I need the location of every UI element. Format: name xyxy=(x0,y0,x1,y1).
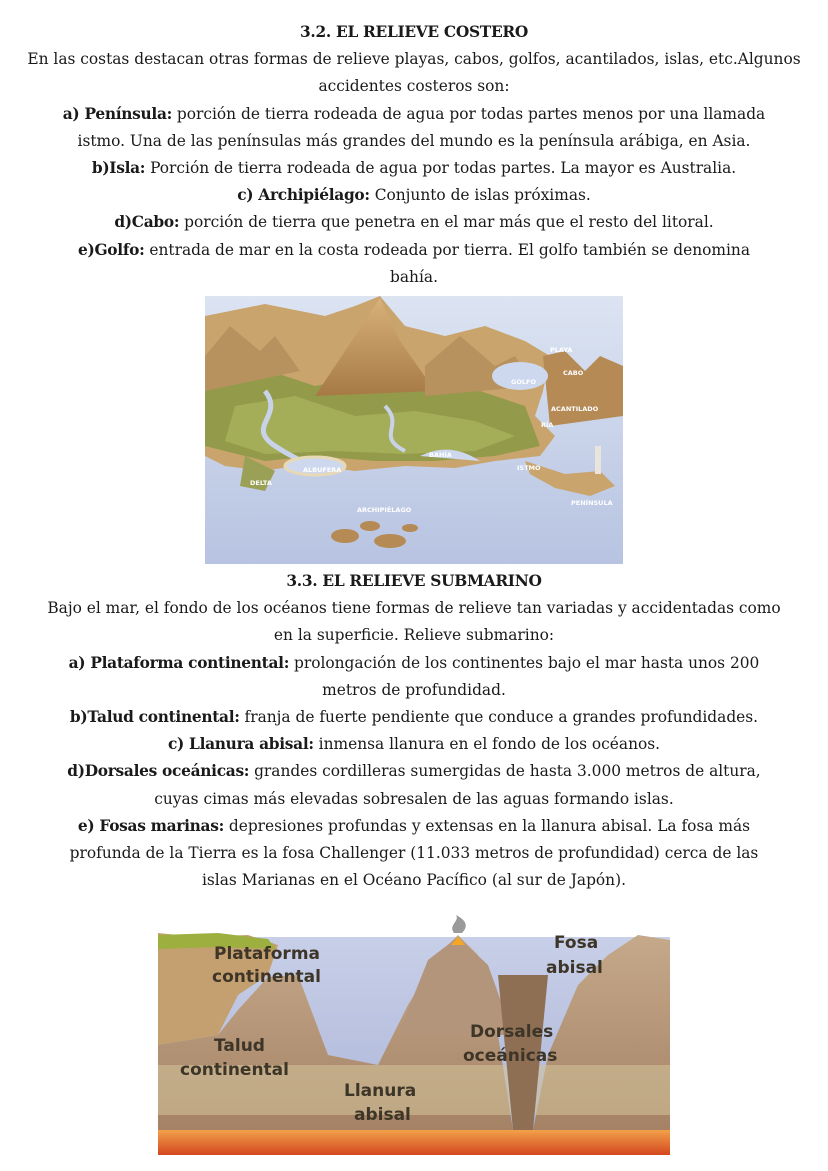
coastal-relief-illustration xyxy=(205,296,623,564)
mantle xyxy=(158,1130,670,1155)
label-llanura: Llanura xyxy=(344,1081,417,1101)
label-delta: DELTA xyxy=(250,479,272,487)
label-fosa: abisal xyxy=(546,958,603,978)
label-llanura: abisal xyxy=(354,1105,411,1125)
definition-dorsales: d)Dorsales oceánicas: grandes cordilleras sumergidas de hasta 3.000 metros de altura, xyxy=(67,762,761,781)
label-albufera: ALBUFERA xyxy=(303,466,342,474)
definition-dorsales-cont: cuyas cimas más elevadas sobresalen de las aguas formando islas. xyxy=(154,789,674,808)
section-title: 3.2. EL RELIEVE COSTERO xyxy=(300,23,528,41)
definition-llanura: c) Llanura abisal: inmensa llanura en el fondo de los océanos. xyxy=(167,735,661,754)
label-plataforma: Plataforma xyxy=(214,944,321,964)
definition-plataforma: a) Plataforma continental: prolongación de los continentes bajo el mar hasta unos 200 xyxy=(68,653,760,672)
definition-fosas: e) Fosas marinas: depresiones profundas y extensas en la llanura abisal. La fosa más xyxy=(77,816,751,835)
definition-fosas-cont: islas Marianas en el Océano Pacífico (al sur de Japón). xyxy=(201,871,626,890)
definition-plataforma-cont: metros de profundidad. xyxy=(322,680,506,699)
island xyxy=(374,534,406,548)
island xyxy=(402,524,418,532)
term: e)Golfo: xyxy=(77,240,145,259)
definition-isla: b)Isla: Porción de tierra rodeada de agua por todas partes. La mayor es Australia. xyxy=(91,159,737,178)
definition-fosas-cont: profunda de la Tierra es la fosa Challenger (11.033 metros de profundidad) cerca de las xyxy=(69,844,759,863)
term: d)Dorsales oceánicas: xyxy=(67,762,250,781)
label-dorsales: Dorsales xyxy=(470,1022,554,1042)
label-istmo: ISTMO xyxy=(517,464,541,472)
label-golfo: GOLFO xyxy=(511,378,536,386)
term: a) Península: xyxy=(62,104,172,123)
intro-text: en la superficie. Relieve submarino: xyxy=(273,626,555,645)
term: b)Talud continental: xyxy=(69,708,240,727)
label-plataforma: continental xyxy=(212,967,321,987)
island xyxy=(331,529,359,543)
island xyxy=(360,521,380,531)
label-fosa: Fosa xyxy=(554,933,599,953)
label-acantilado: ACANTILADO xyxy=(551,405,599,413)
intro-text: Bajo el mar, el fondo de los océanos tiene formas de relieve tan variadas y accidentadas como xyxy=(47,599,781,618)
coastal-relief-figure xyxy=(205,296,623,564)
term: c) Archipiélago: xyxy=(237,186,370,205)
section-coastal-relief xyxy=(0,19,828,291)
definition-archipielago: c) Archipiélago: Conjunto de islas próximas. xyxy=(237,186,591,205)
label-playa: PLAYA xyxy=(550,346,573,354)
term: c) Llanura abisal: xyxy=(167,735,314,754)
intro-text: En las costas destacan otras formas de relieve playas, cabos, golfos, acantilados, islas, etc.Algunos xyxy=(27,50,801,69)
definition-golfo-cont: bahía. xyxy=(390,267,438,286)
label-archipielago: ARCHIPIÉLAGO xyxy=(357,506,412,514)
label-talud: continental xyxy=(180,1060,289,1080)
term: e) Fosas marinas: xyxy=(77,816,224,835)
label-dorsales: oceánicas xyxy=(463,1046,558,1066)
intro-text: accidentes costeros son: xyxy=(318,77,510,96)
definition-cabo: d)Cabo: porción de tierra que penetra en el mar más que el resto del litoral. xyxy=(114,213,714,232)
label-talud: Talud xyxy=(214,1036,265,1056)
definition-golfo: e)Golfo: entrada de mar en la costa rodeada por tierra. El golfo también se denomina xyxy=(77,240,751,259)
submarine-relief-illustration xyxy=(158,915,670,1155)
definition-talud: b)Talud continental: franja de fuerte pendiente que conduce a grandes profundidades. xyxy=(69,708,759,727)
definition-peninsula: a) Península: porción de tierra rodeada de agua por todas partes menos por una llamada xyxy=(62,104,766,123)
label-ria: RÍA xyxy=(541,421,554,429)
label-peninsula: PENÍNSULA xyxy=(571,499,613,507)
submarine-relief-figure xyxy=(158,915,670,1155)
definition-peninsula-cont: istmo. Una de las penínsulas más grandes del mundo es la península arábiga, en Asia. xyxy=(77,131,751,150)
section-submarine-relief xyxy=(0,568,828,894)
label-cabo: CABO xyxy=(563,369,584,377)
term: d)Cabo: xyxy=(114,213,180,232)
section-title: 3.3. EL RELIEVE SUBMARINO xyxy=(286,572,542,590)
lighthouse xyxy=(595,446,601,474)
term: a) Plataforma continental: xyxy=(68,653,290,672)
term: b)Isla: xyxy=(91,159,146,178)
label-bahia: BAHÍA xyxy=(429,451,452,459)
